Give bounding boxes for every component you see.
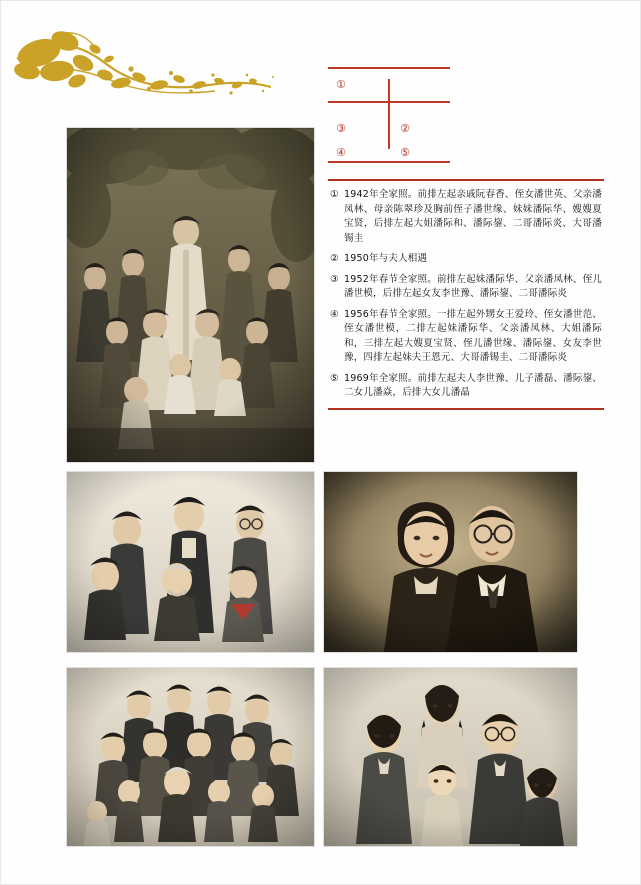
family-photo-1942 <box>67 128 314 462</box>
family-photo-1969 <box>324 668 577 846</box>
caption-block <box>328 179 604 410</box>
key-cell-5: ⑤ <box>400 146 410 159</box>
caption-item <box>330 308 602 366</box>
caption-item <box>330 372 602 401</box>
photo-key-grid <box>328 67 450 163</box>
caption-text: 1942年全家照。前排左起亲戚阮春香、侄女潘世英、父亲潘凤林、母亲陈翠珍及胸前侄子潘世缘、妹妹潘际华、嫂嫂夏宝贤，后排左起大姐潘际和、潘际鋆、二哥潘际炎、大哥潘锡圭 <box>344 189 602 244</box>
key-cell-4: ④ <box>336 146 346 159</box>
floral-ornament-icon <box>9 19 279 104</box>
caption-number: ⑤ <box>330 372 339 384</box>
key-grid-line-bottom <box>328 161 450 163</box>
family-photo-1952 <box>67 472 314 652</box>
caption-text: 1956年春节全家照。一排左起外甥女王爱玲、侄女潘世范、侄女潘世模，二排左起妹潘际华、父亲潘凤林、大姐潘际和，三排左起大嫂夏宝贤、侄儿潘世缘、潘际鋆、女友李世豫，四排左起妹夫王恩元、大哥潘锡圭、二哥潘际炎 <box>344 308 602 363</box>
family-photo-1956 <box>67 668 314 846</box>
caption-number: ③ <box>330 273 339 285</box>
key-grid-line-top <box>328 67 450 69</box>
caption-item <box>330 252 602 267</box>
key-cell-2: ② <box>400 122 410 135</box>
caption-item <box>330 273 602 302</box>
couple-photo-1950 <box>324 472 577 652</box>
caption-number: ④ <box>330 308 339 320</box>
caption-text: 1950年与夫人相遇 <box>344 253 428 264</box>
key-cell-1: ① <box>336 78 346 91</box>
caption-item <box>330 188 602 246</box>
caption-number: ① <box>330 189 339 200</box>
caption-text: 1969年全家照。前排左起夫人李世豫、儿子潘磊、潘际鋆、二女儿潘焱，后排大女儿潘晶 <box>344 372 602 398</box>
key-cell-3: ③ <box>336 122 346 135</box>
key-grid-line-vertical <box>388 79 390 149</box>
caption-number: ② <box>330 253 339 264</box>
caption-text: 1952年春节全家照。前排左起妹潘际华、父亲潘凤林、侄儿潘世模，后排左起女友李世豫、潘际鋆、二哥潘际炎 <box>344 273 602 299</box>
